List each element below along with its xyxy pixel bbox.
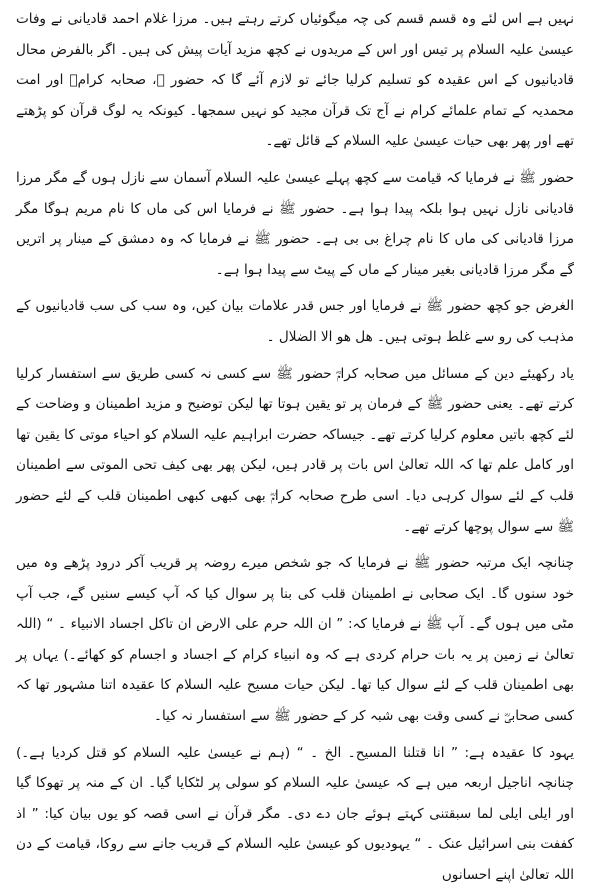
paragraph: الغرض جو کچھ حضور ﷺ نے فرمایا اور جس قدر علامات بیان کیں، وہ سب کی سب قادیانیوں کے مذہب کی رو سے غلط ہوتی ہیں۔ ھل ھو الا الضلال ۔ (16, 298, 574, 345)
paragraph: نہیں ہے اس لئے وہ قسم قسم کی چہ میگوئیاں کرتے رہتے ہیں۔ مرزا غلام احمد قادیانی نے وفات عیسیٰ علیہ السلام پر تیس اور اس کے مریدوں نے کچھ مزید آیات پیش کی ہیں۔ اگر بالفرض محال قادیانیوں کے اس عقیدہ کو تسلیم کرلیا جائے تو لازم آئے گا کہ حضور ﷺ، صحابہ کرامؓ اور امت محمدیہ کے تمام علمائے کرام نے آج تک قرآن مجید کو نہیں سمجھا۔ کیونکہ یہ لوگ قرآن کو پڑھتے تھے اور پھر بھی حیات عیسیٰ علیہ السلام کے قائل تھے۔ (16, 11, 574, 150)
paragraph: یاد رکھیئے دین کے مسائل میں صحابہ کرامؓ حضور ﷺ سے کسی نہ کسی طریق سے استفسار کرلیا کرتے تھے۔ یعنی حضور ﷺ کے فرمان پر تو یقین ہوتا تھا لیکن توضیح و مزید اطمینان و وضاحت کے لئے کچھ باتیں معلوم کرلیا کرتے تھے۔ جیساکہ حضرت ابراہیم علیہ السلام کو احیاء موتی کا یقین تھا اور کامل علم تھا کہ اللہ تعالیٰ اس بات پر قادر ہیں، لیکن پھر بھی کیف تحی الموتی سے اطمینان قلب کے لئے سوال کرہی دیا۔ اسی طرح صحابہ کرامؓ بھی کبھی کبھی اطمینان قلب کے لئے حضور ﷺ سے سوال پوچھا کرتے تھے۔ (16, 365, 574, 535)
paragraph: یہود کا عقیدہ ہے: ” انا قتلنا المسیح۔ الخ ۔ “ (ہم نے عیسیٰ علیہ السلام کو قتل کردیا ہے۔) چنانچہ اناجیل اربعہ میں ہے کہ عیسیٰ علیہ السلام کو سولی پر لٹکایا گیا۔ ان کے منہ پر تھوکا گیا اور ایلی ایلی لما سبقتنی کہتے ہوئے جان دے دی۔ مگر قرآن نے اسی قصہ کو یوں بیان کیا: ” اذ کففت بنی اسرائیل عنک ۔ “ یہودیوں کو عیسیٰ علیہ السلام کے قریب جانے سے روکا، قیامت کے دن اللہ تعالیٰ اپنے احسانوں (16, 744, 574, 884)
paragraph: چنانچہ ایک مرتبہ حضور ﷺ نے فرمایا کہ جو شخص میرے روضہ پر قریب آکر درود پڑھے وہ میں خود سنوں گا۔ ایک صحابی نے اطمینان قلب کی بنا پر سوال کیا کہ آپ کیسے سنیں گے، جب آپ مٹی میں ہوں گے۔ آپ ﷺ نے فرمایا کہ: ” ان اللہ حرم علی الارض ان تاکل اجساد الانبیاء ۔ “ (اللہ تعالیٰ نے زمین پر یہ بات حرام کردی ہے کہ وہ انبیاء کرام کے اجساد و اجسام کو کھائے۔) یہاں پر بھی اطمینان قلب کے لئے سوال کیا تھا۔ لیکن حیات مسیح علیہ السلام کا عقیدہ اتنا مشہور تھا کہ کسی صحابیؓ نے کسی وقت بھی شبہ کر کے حضور ﷺ سے استفسار نہ کیا۔ (16, 555, 574, 725)
paragraph: حضور ﷺ نے فرمایا کہ قیامت سے کچھ پہلے عیسیٰ علیہ السلام آسمان سے نازل ہوں گے مگر مرزا قادیانی نازل نہیں ہوا بلکہ پیدا ہوا ہے۔ حضور ﷺ نے فرمایا اس کی ماں کا نام مریم ہوگا مگر مرزا قادیانی کی ماں کا نام چراغ بی بی ہے۔ حضور ﷺ نے فرمایا کہ وہ دمشق کے مینار پر اتریں گے مگر مرزا قادیانی بغیر مینار کے ماں کے پیٹ سے پیدا ہوا ہے۔ (16, 169, 574, 278)
